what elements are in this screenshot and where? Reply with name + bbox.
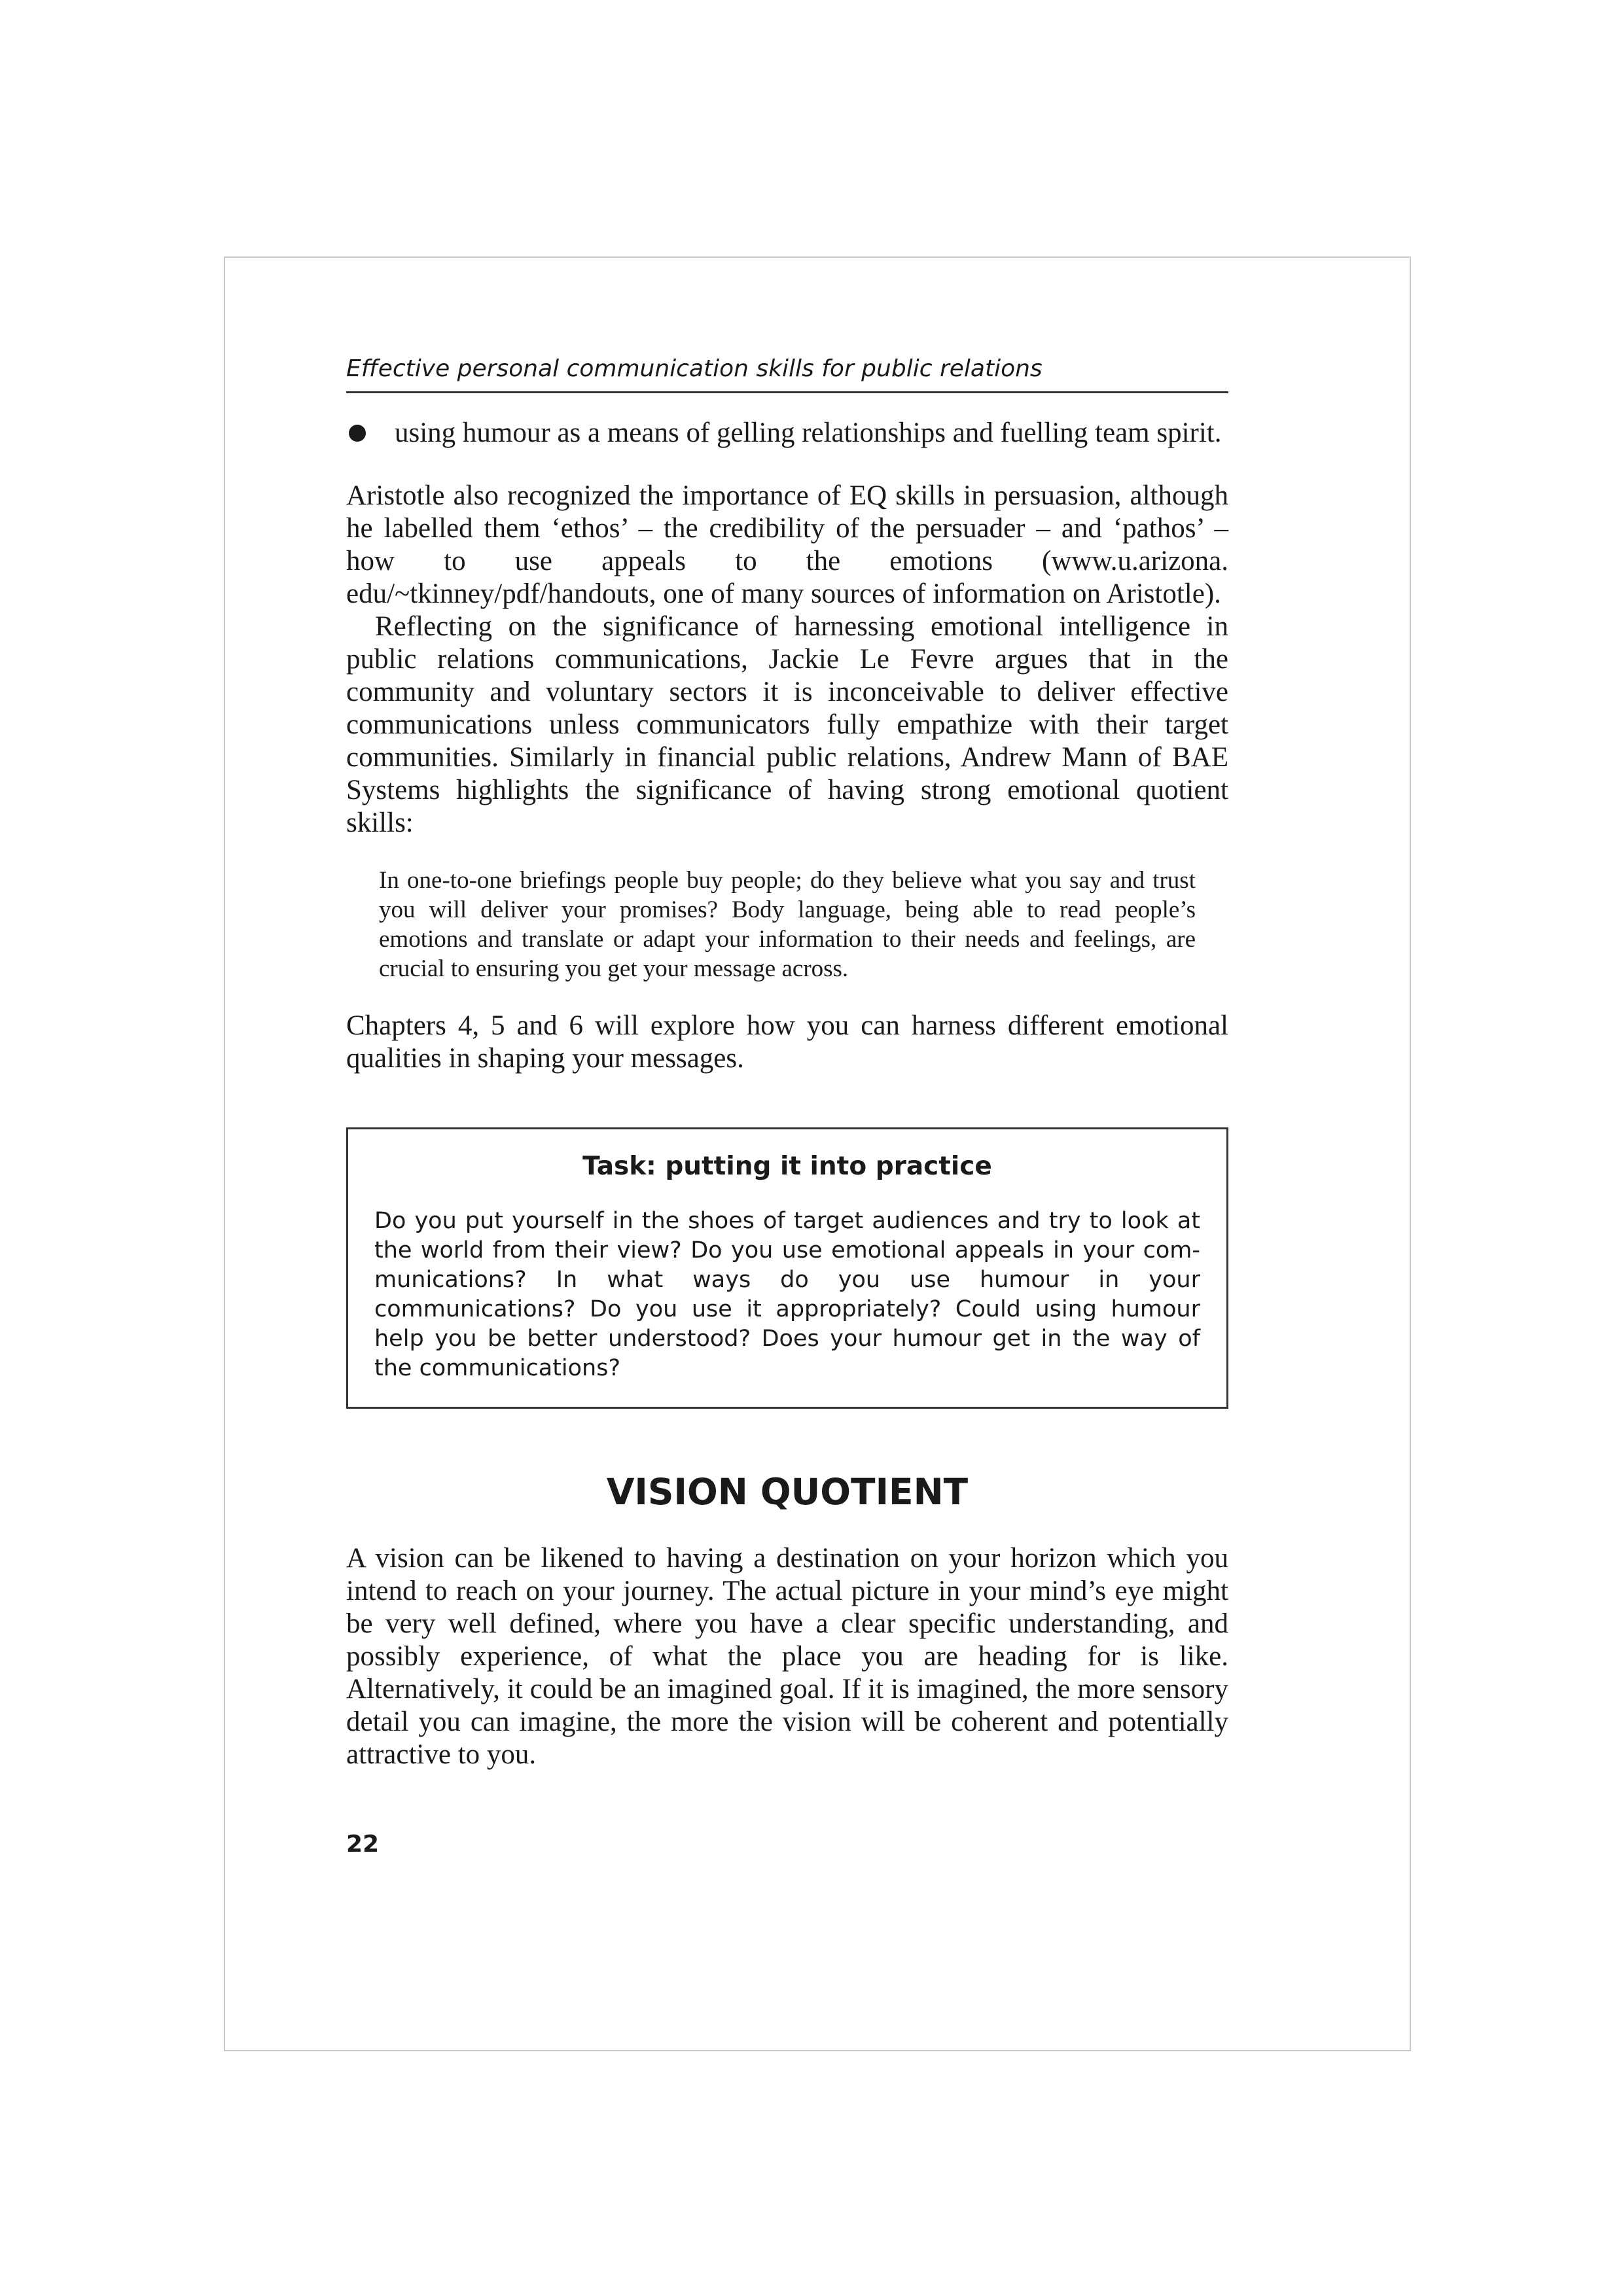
page-number: 22 xyxy=(346,1831,380,1858)
bullet-icon xyxy=(349,425,366,442)
running-head: Effective personal communication skills for public relations xyxy=(346,353,1228,393)
task-body: Do you put yourself in the shoes of target audiences and try to look at the world from their view? Do you use emotional appeals in your com-munications? In what ways do you use humour in your communications? Do you use it appropriately? Could using humour help you be better understood? Does your humour get in the way of the communications? xyxy=(374,1208,1200,1381)
task-box xyxy=(346,1127,1228,1409)
section-paragraph: A vision can be likened to having a destination on your horizon which you intend to reach on your journey. The actual picture in your mind’s eye might be very well defined, where you have a clear specific understanding, and possibly experience, of what the place you are heading for is like. Alternatively, it could be an imagined goal. If it is imagined, the more sensory detail you can imagine, the more the vision will be coherent and potentially attractive to you. xyxy=(346,1543,1228,1770)
block-quote: In one-to-one briefings people buy people; do they believe what you say and trust you will deliver your promises? Body language, being able to read people’s emotions and translate or adapt your information to their needs and feelings, are crucial to ensuring you get your message across. xyxy=(379,867,1196,982)
page-content xyxy=(346,353,1228,1859)
paragraph-chapters: Chapters 4, 5 and 6 will explore how you can harness different emotional qualities in shaping your messages. xyxy=(346,1010,1228,1074)
paragraph-aristotle: Aristotle also recognized the importance of EQ skills in persuasion, although he labelled them ‘ethos’ – the credibility of the persuader – and ‘pathos’ – how to use appeals to the emotions (www.u.arizona. edu/~tkinney/pdf/handouts, one of many sources of information on Aristotle). xyxy=(346,480,1228,609)
bullet-text: using humour as a means of gelling relationships and fuelling team spirit. xyxy=(395,417,1222,448)
task-title: Task: putting it into practice xyxy=(582,1152,992,1181)
bullet-list-item xyxy=(346,417,1228,450)
paragraph-reflecting: Reflecting on the significance of harnessing emotional intelligence in public relations communications, Jackie Le Fevre argues that in the community and voluntary sectors it is inconceivable to deliver effective communications unless communicators fully empathize with their target communities. Similarly in financial public relations, Andrew Mann of BAE Systems highlights the significance of having strong emotional quotient skills: xyxy=(346,611,1228,838)
section-heading: VISION QUOTIENT xyxy=(606,1471,969,1513)
